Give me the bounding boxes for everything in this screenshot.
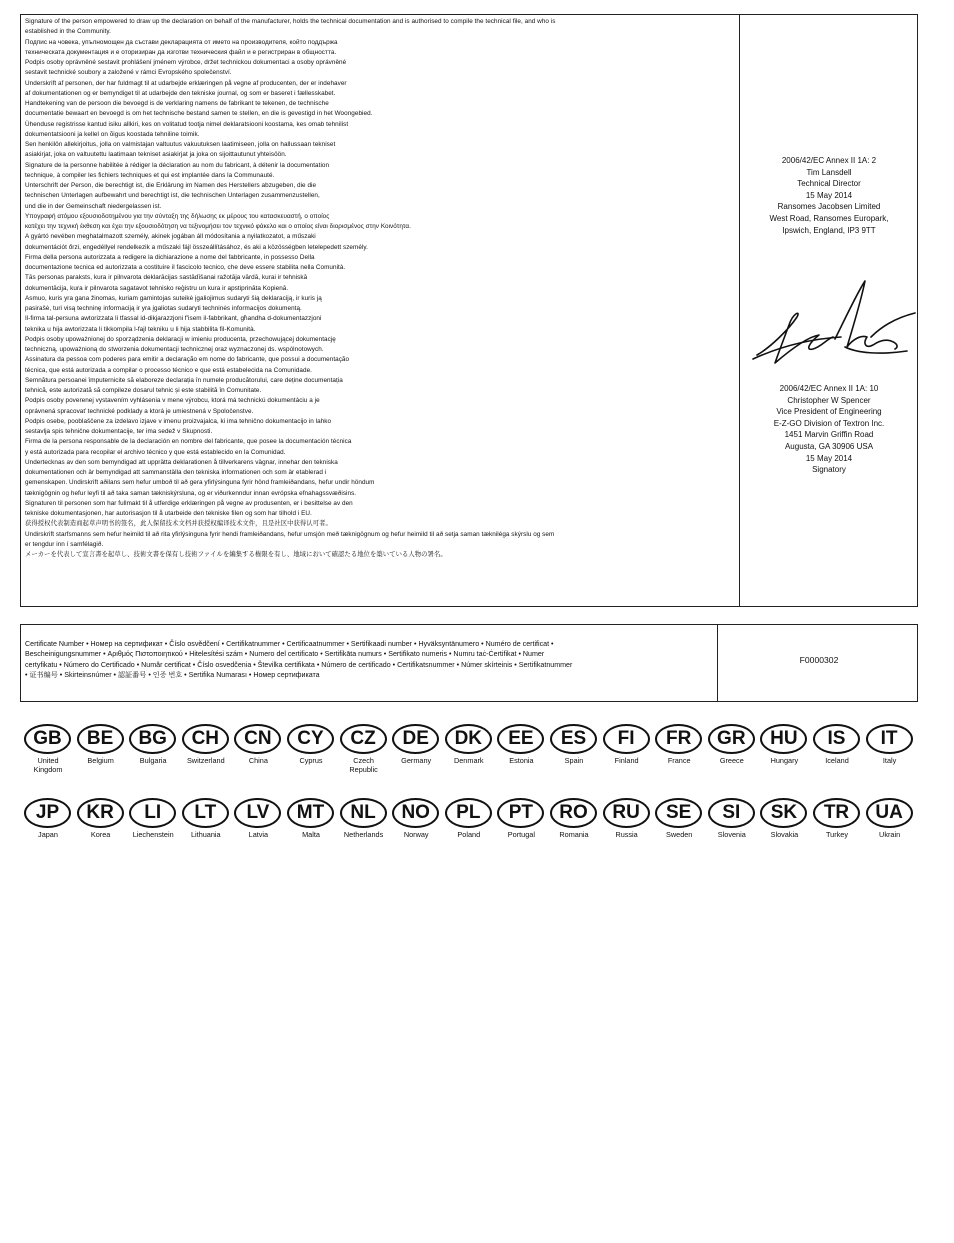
declaration-line: Signature of the person empowered to draw up the declaration on behalf of the manufacturer, holds the technical documentation and is authorised to compile the technical file, and who is: [25, 18, 556, 25]
country-ch: [182, 724, 230, 765]
country-code-oval: JP: [24, 798, 71, 828]
certificate-label-line: • 证书编号 • Skirteinsnúmer • 認証番号 • 인증 번호 • Sertifika Numarası • Номер сертификата: [25, 671, 320, 680]
country-is: [813, 724, 861, 765]
country-fr: [655, 724, 703, 765]
declaration-line: tæknigögnin og hefur leyfi til að taka saman tækniskýrsluna, og er viðurkenndur innan evrópska efnahagssvæðisins.: [25, 489, 357, 497]
country-code-oval: IS: [813, 724, 860, 754]
country-code-oval: FI: [603, 724, 650, 754]
country-code-oval: CN: [234, 724, 281, 754]
declaration-box: [20, 14, 918, 607]
declaration-line: technischen Unterlagen aufbewahrt und berechtigt ist, die technischen Unterlagen zusammenzustellen,: [25, 192, 320, 200]
country-name: United Kingdom: [33, 756, 63, 774]
country-name: Denmark: [453, 756, 484, 765]
country-dk: [445, 724, 493, 765]
country-code-oval: FR: [655, 724, 702, 754]
country-name: Latvia: [248, 830, 269, 839]
declaration-line: técnica, que está autorizada a compilar o processo técnico e que está estabelecida na Comunidade.: [25, 366, 312, 374]
country-li: [129, 798, 177, 839]
signatory-1-title: Technical Director: [797, 179, 861, 189]
declaration-line: pasirašė, turi visą techninę informaciją ir yra įgaliotas sudaryti techninės informacijos dokumentą.: [25, 305, 302, 312]
declaration-line: Podpis osoby upoważnionej do sporządzenia deklaracji w imieniu producenta, przechowującej dokumentację: [25, 335, 336, 343]
declaration-line: technique, à compiler les fichiers techniques et qui est implantée dans la Communauté.: [25, 171, 275, 179]
country-se: [655, 798, 703, 839]
declaration-text: [25, 17, 735, 560]
certificate-box: [20, 624, 918, 702]
country-code-oval: ES: [550, 724, 597, 754]
signatory-1-directive: 2006/42/EC Annex II 1A: 2: [781, 156, 877, 165]
country-code-oval: BE: [77, 724, 124, 754]
country-code-oval: SK: [760, 798, 807, 828]
signatory-block-us: [743, 383, 915, 476]
signatory-2-address-line-2: Augusta, GA 30906 USA: [784, 441, 874, 451]
country-de: [392, 724, 440, 765]
declaration-line: Underskrift af personen, der har fuldmagt til at udarbejde erklæringen på vegne af producenten, der er indehaver: [25, 79, 347, 87]
country-code-oval: KR: [77, 798, 124, 828]
country-lt: [182, 798, 230, 839]
declaration-line: 获得授权代表制造商起草声明书的签名，此人保留技术文档并获授权编译技术文件，且是社区中获得认可者。: [25, 520, 332, 528]
country-code-oval: DK: [445, 724, 492, 754]
signatory-block-uk: [743, 155, 915, 236]
country-name: Norway: [403, 830, 429, 839]
country-code-oval: NO: [392, 798, 439, 828]
country-code-oval: LI: [129, 798, 176, 828]
declaration-line: Tās personas paraksts, kura ir pilnvarota deklarācijas sastādīšanai ražotāja vārdā, kurai ir tehniskā: [25, 274, 308, 282]
country-code-oval: EE: [497, 724, 544, 754]
declaration-line: Ühenduse registrisse kantud isiku allkiri, kes on volitatud tootja nimel deklaratsiooni koostama, kes omab tehnilist: [25, 120, 349, 128]
country-lv: [234, 798, 282, 839]
country-code-oval: PL: [445, 798, 492, 828]
country-name: Greece: [719, 756, 744, 765]
declaration-line: Semnătura persoanei împuternicite să elaboreze declarația în numele producătorului, care deține documentația: [25, 376, 343, 384]
country-code-oval: LV: [234, 798, 281, 828]
declaration-line: established in the Community.: [25, 28, 111, 36]
country-ua: [866, 798, 914, 839]
country-fi: [603, 724, 651, 765]
country-name: Slovenia: [717, 830, 746, 839]
signatory-2-company: E-Z-GO Division of Textron Inc.: [773, 418, 885, 428]
declaration-line: dokumentācija, kura ir pilnvarota sagatavot tehnisko reģistru un kura ir apstiprināta Kopienā.: [25, 284, 289, 292]
country-it: [866, 724, 914, 765]
country-es: [550, 724, 598, 765]
certificate-label-text: [25, 639, 715, 681]
declaration-line: documentatie bewaart en bevoegd is om het technische bestand samen te stellen, en die is gevestigd in het Woongebied.: [25, 110, 373, 118]
certificate-number: F0000302: [799, 655, 839, 665]
declaration-line: af dokumentationen og er bemyndiget til at udarbejde den tekniske journal, og som er baseret i fællesskabet.: [25, 89, 336, 97]
country-name: Slovakia: [770, 830, 799, 839]
country-ro: [550, 798, 598, 839]
signatory-2-date: 15 May 2014: [805, 453, 853, 463]
country-name: Sweden: [666, 830, 693, 839]
country-code-oval: IT: [866, 724, 913, 754]
country-name: Turkey: [825, 830, 849, 839]
declaration-line: Asmuo, kuris yra gana žinomas, kuriam gamintojas suteikė įgaliojimus sudaryti šią deklaraciją, ir kuris ją: [25, 294, 322, 302]
certificate-label-line: Bescheinigungsnummer • Αριθμός Πιστοποιητικού • Hitelesítési szám • Numero del certificato • Sertifikāta numurs • Sertifikato numeris • Numru taċ-Ċertifikat • Numer: [25, 650, 545, 659]
declaration-line: Podpis osoby poverenej vystavením vyhlásenia v mene výrobcu, ktorá má technickú dokumentáciu a je: [25, 397, 320, 405]
declaration-line: A gyártó nevében meghatalmazott személy, akinek jogában áll módosítania a nyilatkozatot, a műszaki: [25, 233, 316, 241]
country-name: Iceland: [825, 756, 849, 765]
country-be: [77, 724, 125, 765]
declaration-line: Handtekening van de persoon die bevoegd is de verklaring namens de fabrikant te tekenen, de technische: [25, 100, 329, 107]
declaration-line: tehnică, este autorizată să compileze dosarul tehnic și este stabilită în Comunitate.: [25, 387, 262, 394]
country-pl: [445, 798, 493, 839]
declaration-line: Assinatura da pessoa com poderes para emitir a declaração em nome do fabricante, que possui a documentação: [25, 356, 350, 364]
country-code-oval: SE: [655, 798, 702, 828]
country-name: Russia: [615, 830, 638, 839]
country-no: [392, 798, 440, 839]
country-name: Malta: [302, 830, 320, 839]
country-code-oval: LT: [182, 798, 229, 828]
signatory-1-address-line-2: Ipswich, England, IP3 9TT: [782, 225, 876, 235]
country-name: Belgium: [87, 756, 114, 765]
country-hu: [760, 724, 808, 765]
country-pt: [497, 798, 545, 839]
country-name: Lithuania: [190, 830, 221, 839]
country-name: Poland: [457, 830, 481, 839]
certificate-divider: [717, 625, 718, 701]
country-name: Spain: [564, 756, 584, 765]
declaration-line: techniczną, upoważnioną do stworzenia dokumentacji technicznej oraz wyznaczonej ds. wspólnotowych.: [25, 346, 324, 353]
country-jp: [24, 798, 72, 839]
country-code-oval: GR: [708, 724, 755, 754]
declaration-line: documentazione tecnica ed autorizzata a costituire il fascicolo tecnico, che deve essere stabilita nella Comunità.: [25, 264, 346, 271]
country-name: Netherlands: [343, 830, 384, 839]
declaration-line: Undertecknas av den som bemyndigad att upprätta deklarationen å tillverkarens vägnar, innehar den tekniska: [25, 458, 338, 466]
handwritten-signature: [749, 277, 921, 387]
declaration-line: Signaturen til personen som har fullmakt til å utferdige erklæringen på vegne av produsenten, er i besittelse av den: [25, 499, 353, 507]
country-name: Switzerland: [186, 756, 225, 765]
country-name: Portugal: [507, 830, 535, 839]
declaration-line: Unterschrift der Person, die berechtigt ist, die Erklärung im Namen des Herstellers abzugeben, die die: [25, 182, 317, 189]
declaration-line: Podpis osoby oprávněné sestavit prohlášení jménem výrobce, držet technickou dokumentaci a osoby oprávněné: [25, 59, 347, 66]
declaration-line: Υπογραφή ατόμου εξουσιοδοτημένου για την σύνταξη της δήλωσης εκ μέρους του κατασκευαστή, ο οποίος: [25, 212, 330, 220]
country-code-oval: RU: [603, 798, 650, 828]
declaration-line: sestavit technické soubory a založené v rámci Evropského společenství.: [25, 69, 232, 77]
declaration-line: Firma de la persona responsable de la declaración en nombre del fabricante, que posee la documentación técnica: [25, 438, 352, 446]
declaration-line: κατέχει την τεχνική έκθεση και έχει την εξουσιοδότηση να τεξινομήσει τον τεχνικό φάκελο και ο οποίος είναι διορισμένος στην Κοινότητα.: [25, 223, 411, 230]
declaration-line: Undirskrift starfsmanns sem hefur heimild til að rita yfirlýsinguna fyrir hendi framleiðandans, hefur umsjón með tæknigögnum og hefur heimild til að setja saman tækniléga skýrslu og sem: [25, 530, 555, 538]
certificate-label-line: certyfikatu • Número do Certificado • Număr certificat • Číslo osvedčenia • Številka certifikata • Número de certificado • Certifikatsnummer • Númer skírteinis • Sertifikatnummer: [25, 660, 573, 669]
country-code-oval: TR: [813, 798, 860, 828]
country-gr: [708, 724, 756, 765]
country-name: Finland: [614, 756, 639, 765]
country-name: Ukrain: [879, 830, 901, 839]
country-nl: [340, 798, 388, 839]
country-code-oval: UA: [866, 798, 913, 828]
signatory-1-date: 15 May 2014: [805, 190, 853, 200]
country-name: Romania: [559, 830, 589, 839]
country-name: Cyprus: [299, 756, 323, 765]
country-sk: [760, 798, 808, 839]
signatory-2-name: Christopher W Spencer: [787, 395, 871, 405]
country-name: Estonia: [509, 756, 534, 765]
country-cn: [234, 724, 282, 765]
declaration-line: asiakirjat, joka on valtuutettu laatimaan tekniset asiakirjat ja joka on sijoittautunut yhteisöön.: [25, 151, 287, 159]
country-name: Hungary: [770, 756, 799, 765]
declaration-line: dokumentatsiooni ja kellel on õigus koostada tehniline toimik.: [25, 130, 200, 138]
declaration-line: メーカーを代表して宣言書を起草し、技術文書を保有し技術ファイルを編集する権限を有し、地域において確認たる地位を築いている人物の署名。: [25, 551, 447, 558]
declaration-divider: [739, 15, 740, 606]
country-code-oval: CH: [182, 724, 229, 754]
declaration-line: oprávnená spracovať technické podklady a ktorá je umiestnená v Spoločenstve.: [25, 407, 254, 415]
signatory-1-company: Ransomes Jacobsen Limited: [777, 202, 881, 212]
country-si: [708, 798, 756, 839]
declaration-line: Podpis osebe, pooblaščene za izdelavo izjave v imenu proizvajalca, ki ima tehnično dokumentacijo in lahko: [25, 417, 332, 425]
country-code-oval: NL: [340, 798, 387, 828]
certificate-label-line: Certificate Number • Номер на сертификат • Číslo osvědčení • Certifikatnummer • Certificaatnummer • Sertifikaadi number • Hyväksyntänumero • Numéro de certificat •: [25, 640, 554, 648]
country-code-oval: GB: [24, 724, 71, 754]
declaration-line: tekniske dokumentasjonen, har autorisasjon til å utarbeide den tekniske filen og som har tilhold i EU.: [25, 510, 312, 517]
declaration-line: dokumentációt őrzi, engedéllyel rendelkezik a műszaki fájl összeállításához, és aki a közösségben letelepedett személy.: [25, 243, 368, 251]
country-code-oval: MT: [287, 798, 334, 828]
declaration-line: y está autorizada para recopilar el archivo técnico y que está establecido en la Comunidad.: [25, 448, 286, 456]
declaration-line: Firma della persona autorizzata a redigere la dichiarazione a nome del fabbricante, in possesso Della: [25, 253, 315, 261]
country-code-oval: HU: [760, 724, 807, 754]
country-code-oval: DE: [392, 724, 439, 754]
declaration-line: Signature de la personne habilitée à rédiger la déclaration au nom du fabricant, à détenir la documentation: [25, 161, 330, 169]
declaration-line: Sen henkilön allekirjoitus, jolla on valmistajan valtuutus vakuutuksen laatimiseen, jolla on hallussaan tekniset: [25, 141, 336, 148]
country-tr: [813, 798, 861, 839]
signatory-2-title: Vice President of Engineering: [776, 407, 882, 417]
country-code-oval: RO: [550, 798, 597, 828]
country-bg: [129, 724, 177, 765]
country-mt: [287, 798, 335, 839]
declaration-line: Подпис на човека, упълномощен да състави декларацията от името на производителя, който поддържа: [25, 38, 338, 46]
country-name: China: [248, 756, 268, 765]
country-ru: [603, 798, 651, 839]
country-name: France: [667, 756, 691, 765]
signatory-2-directive: 2006/42/EC Annex II 1A: 10: [779, 384, 879, 393]
declaration-line: Il-firma tal-persuna awtorizzata li tfassal id-dikjarazzjoni f'isem il-fabbrikant, għandha d-dokumentazzjoni: [25, 315, 322, 323]
country-code-oval: CY: [287, 724, 334, 754]
declaration-line: teknika u hija awtorizzata li tikkompila l-fajl tekniku u li hija stabbilita fil-Komunità.: [25, 325, 256, 333]
declaration-line: und die in der Gemeinschaft niedergelassen ist.: [25, 202, 162, 210]
country-ee: [497, 724, 545, 765]
signatory-2-address-line-1: 1451 Marvin Griffin Road: [784, 430, 874, 440]
country-cy: [287, 724, 335, 765]
country-kr: [77, 798, 125, 839]
declaration-line: gemenskapen. Undirskrift aðilans sem hefur umboð til að gera yfirlýsinguna fyrir hönd framleiðandans, hefur undir höndum: [25, 479, 375, 487]
country-cz: [340, 724, 388, 774]
country-name: Bulgaria: [139, 756, 167, 765]
country-name: Korea: [90, 830, 111, 839]
declaration-line: dokumentationen och är bemyndigad att sammanställa den tekniska informationen och som är etablerad i: [25, 469, 327, 476]
declaration-line: er tengdur inn í samfélagið.: [25, 540, 104, 548]
declaration-line: техническата документация и е оторизиран да изготви техническия файл и е регистриран в общността.: [25, 48, 337, 56]
country-code-oval: PT: [497, 798, 544, 828]
country-name: Czech Republic: [349, 756, 378, 774]
country-name: Liechenstein: [132, 830, 174, 839]
country-name: Japan: [38, 830, 58, 839]
country-code-oval: BG: [129, 724, 176, 754]
country-code-oval: CZ: [340, 724, 387, 754]
signatory-2-caption: Signatory: [812, 465, 846, 475]
declaration-line: sestavlja spis tehnične dokumentacije, ter ima sedež v Skupnosti.: [25, 428, 213, 435]
country-name: Italy: [882, 756, 897, 765]
signatory-1-name: Tim Lansdell: [806, 167, 852, 177]
country-gb: [24, 724, 72, 774]
signatory-1-address-line-1: West Road, Ransomes Europark,: [769, 213, 889, 223]
country-code-oval: SI: [708, 798, 755, 828]
country-name: Germany: [401, 756, 432, 765]
